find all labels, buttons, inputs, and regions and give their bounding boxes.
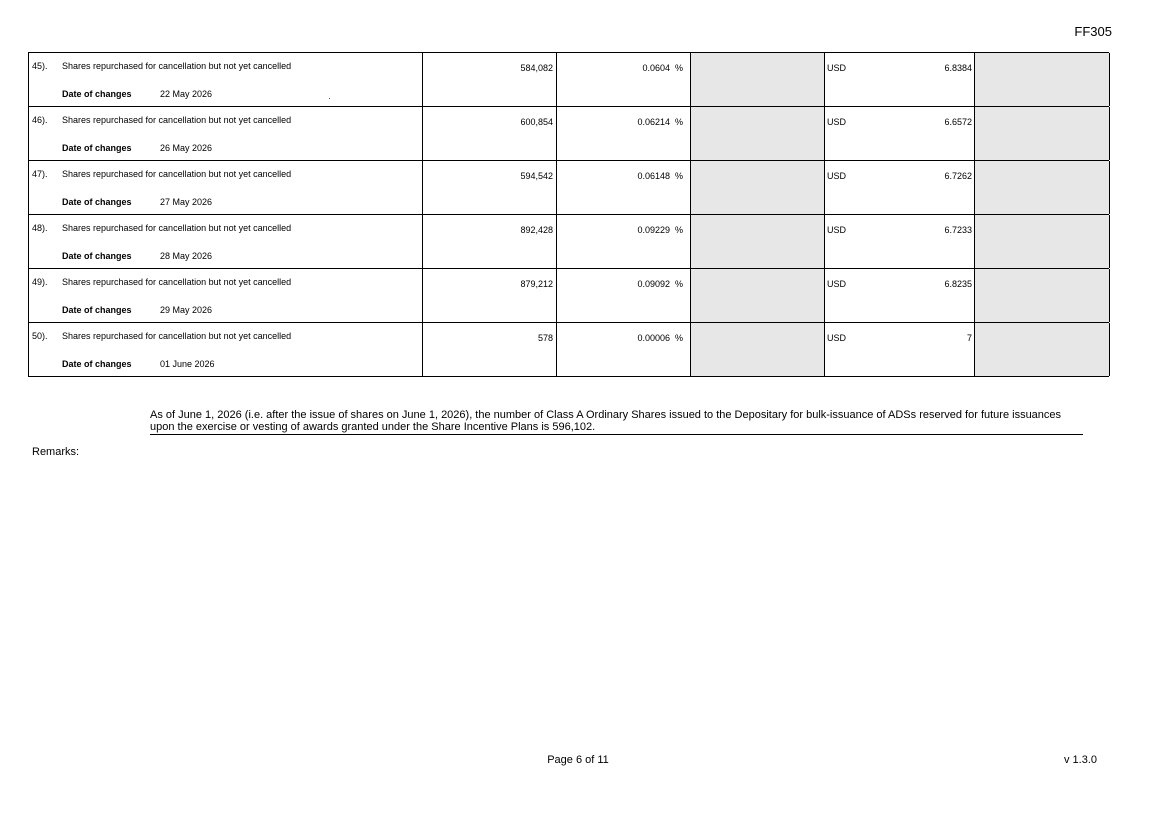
changes-table (28, 52, 1109, 377)
price-cell (825, 323, 975, 376)
shares-value: 584,082 (520, 63, 553, 73)
row-number: 50). (32, 331, 48, 341)
description-cell (29, 215, 423, 268)
date-value: 01 June 2026 (160, 359, 215, 369)
percent-cell (557, 323, 691, 376)
shares-cell (423, 215, 557, 268)
shares-value: 892,428 (520, 225, 553, 235)
stray-dot (329, 98, 330, 99)
percent-sign: % (674, 333, 683, 343)
percent-value: 0.06148 (637, 171, 670, 181)
shares-cell (423, 161, 557, 214)
table-row (29, 107, 1109, 161)
remarks-label: Remarks: (32, 446, 80, 458)
percent-cell (557, 215, 691, 268)
shares-value: 594,542 (520, 171, 553, 181)
percent-cell (557, 107, 691, 160)
table-row (29, 53, 1109, 107)
date-value: 22 May 2026 (160, 89, 213, 99)
remarks-text: As of June 1, 2026 (i.e. after the issue of shares on June 1, 2026), the number of Class A Ordinary Shares issued to the Depositary for bulk-issuance of ADSs reserved for future issuances upon the exercise or vesting of awards granted under the Share Incentive Plans is 596,102. (150, 409, 1083, 435)
percent-cell (557, 161, 691, 214)
date-label: Date of changes (62, 359, 132, 369)
shaded-cell (691, 215, 825, 268)
shares-cell (423, 107, 557, 160)
price-cell (825, 107, 975, 160)
shaded-cell (975, 53, 1110, 106)
shaded-cell (691, 269, 825, 322)
description-cell (29, 53, 423, 106)
table-row (29, 161, 1109, 215)
form-code: FF305 (1074, 24, 1112, 39)
percent-value: 0.09229 (637, 225, 670, 235)
row-description: Shares repurchased for cancellation but not yet cancelled (62, 277, 292, 287)
percent-value: 0.00006 (637, 333, 670, 343)
percent-cell (557, 53, 691, 106)
shaded-cell (975, 215, 1110, 268)
currency: USD (827, 279, 847, 289)
date-value: 26 May 2026 (160, 143, 213, 153)
description-cell (29, 161, 423, 214)
percent-cell (557, 269, 691, 322)
shares-value: 578 (537, 333, 553, 343)
shaded-cell (691, 161, 825, 214)
price-value: 6.8384 (944, 63, 972, 73)
row-description: Shares repurchased for cancellation but not yet cancelled (62, 169, 292, 179)
price-cell (825, 215, 975, 268)
percent-sign: % (674, 117, 683, 127)
shares-cell (423, 323, 557, 376)
row-number: 48). (32, 223, 48, 233)
description-cell (29, 107, 423, 160)
description-cell (29, 323, 423, 376)
shares-cell (423, 269, 557, 322)
table-row (29, 269, 1109, 323)
percent-value: 0.09092 (637, 279, 670, 289)
version-label: v 1.3.0 (1063, 754, 1097, 766)
currency: USD (827, 63, 847, 73)
row-number: 49). (32, 277, 48, 287)
date-label: Date of changes (62, 89, 132, 99)
shares-cell (423, 53, 557, 106)
shaded-cell (975, 269, 1110, 322)
shaded-cell (691, 323, 825, 376)
shaded-cell (975, 323, 1110, 376)
price-value: 7 (966, 333, 972, 343)
page-number: Page 6 of 11 (547, 754, 609, 766)
row-description: Shares repurchased for cancellation but not yet cancelled (62, 331, 292, 341)
percent-value: 0.06214 (637, 117, 670, 127)
price-value: 6.6572 (944, 117, 972, 127)
row-number: 46). (32, 115, 48, 125)
shaded-cell (975, 161, 1110, 214)
percent-sign: % (674, 279, 683, 289)
description-cell (29, 269, 423, 322)
currency: USD (827, 171, 847, 181)
price-cell (825, 161, 975, 214)
shaded-cell (691, 53, 825, 106)
currency: USD (827, 333, 847, 343)
currency: USD (827, 225, 847, 235)
row-number: 47). (32, 169, 48, 179)
table-row (29, 215, 1109, 269)
row-description: Shares repurchased for cancellation but not yet cancelled (62, 115, 292, 125)
percent-sign: % (674, 171, 683, 181)
date-label: Date of changes (62, 197, 132, 207)
row-number: 45). (32, 61, 48, 71)
row-description: Shares repurchased for cancellation but not yet cancelled (62, 223, 292, 233)
percent-sign: % (674, 225, 683, 235)
date-value: 28 May 2026 (160, 251, 213, 261)
shares-value: 600,854 (520, 117, 553, 127)
shaded-cell (975, 107, 1110, 160)
shaded-cell (691, 107, 825, 160)
percent-value: 0.0604 (642, 63, 670, 73)
row-description: Shares repurchased for cancellation but not yet cancelled (62, 61, 292, 71)
date-label: Date of changes (62, 143, 132, 153)
price-value: 6.7233 (944, 225, 972, 235)
date-value: 29 May 2026 (160, 305, 213, 315)
price-cell (825, 53, 975, 106)
price-cell (825, 269, 975, 322)
price-value: 6.8235 (944, 279, 972, 289)
currency: USD (827, 117, 847, 127)
date-value: 27 May 2026 (160, 197, 213, 207)
price-value: 6.7262 (944, 171, 972, 181)
date-label: Date of changes (62, 251, 132, 261)
table-row (29, 323, 1109, 377)
date-label: Date of changes (62, 305, 132, 315)
shares-value: 879,212 (520, 279, 553, 289)
percent-sign: % (674, 63, 683, 73)
